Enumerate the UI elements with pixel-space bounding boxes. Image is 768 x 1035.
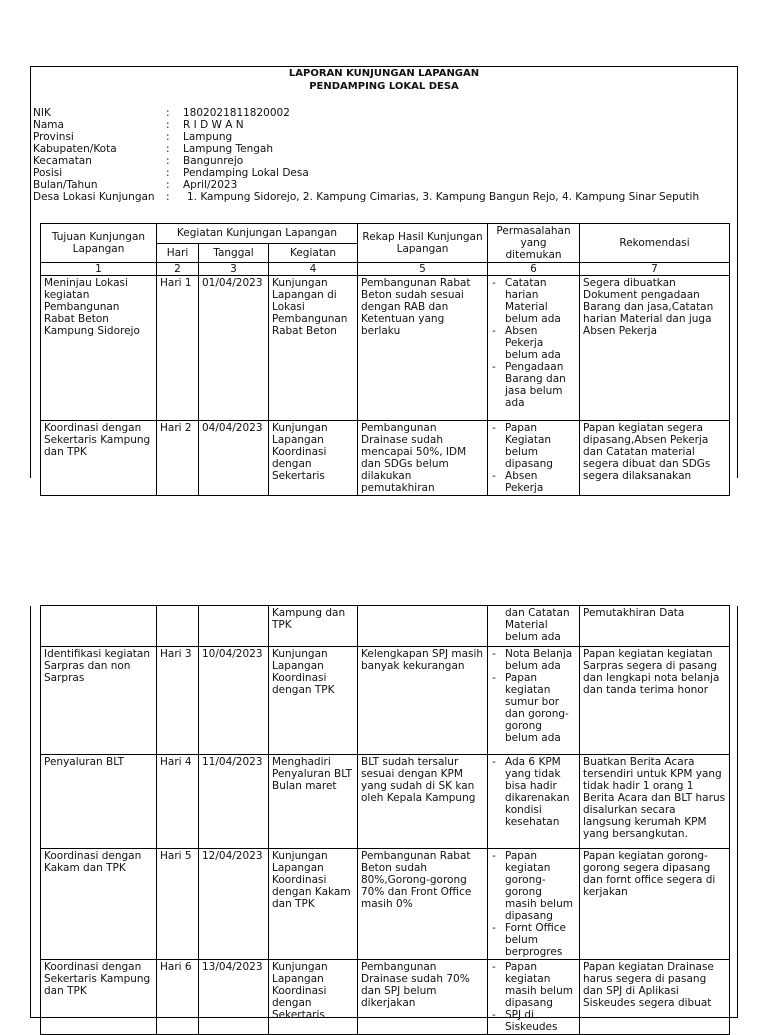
info-colon: : <box>166 167 170 179</box>
issue-item: - Absen Pekerja <box>491 470 576 494</box>
cell-rekomendasi: Papan kegiatan gorong-gorong segera dipasang dan fornt office segera di kerjakan <box>580 849 730 960</box>
header-kegiatan: Kegiatan <box>269 243 358 263</box>
cell-rekap: Pembangunan Drainase sudah 70% dan SPJ belum dikerjakan <box>358 960 488 1035</box>
cell-tujuan: Identifikasi kegiatan Sarpras dan non Sarpras <box>41 647 157 755</box>
cell-tujuan: Koordinasi dengan Sekertaris Kampung dan TPK <box>41 421 157 496</box>
column-number: 2 <box>157 263 199 276</box>
cell-tanggal: 13/04/2023 <box>199 960 269 1035</box>
issue-item: - Catatan harian Material belum ada <box>491 277 576 325</box>
cell-rekomendasi: Papan kegiatan segera dipasang,Absen Pekerja dan Catatan material segera dibuat dan SDGs segera dilaksanakan <box>580 421 730 496</box>
info-label: Kabupaten/Kota <box>33 143 117 155</box>
info-value: Lampung Tengah <box>183 143 273 155</box>
info-colon: : <box>166 191 170 203</box>
cell-permasalahan <box>488 960 580 1035</box>
header-rekomendasi: Rekomendasi <box>580 224 730 263</box>
cell-kegiatan: Kunjungan Lapangan Koordinasi dengan Kakam dan TPK <box>269 849 358 960</box>
column-number: 5 <box>358 263 488 276</box>
column-number: 3 <box>199 263 269 276</box>
cell-hari <box>157 606 199 647</box>
cell-kegiatan: Kunjungan Lapangan Koordinasi dengan TPK <box>269 647 358 755</box>
cell-kegiatan: Kunjungan Lapangan Koordinasi dengan Sekertaris <box>269 960 358 1035</box>
cell-tanggal: 10/04/2023 <box>199 647 269 755</box>
info-label: Nama <box>33 119 64 131</box>
info-value: April/2023 <box>183 179 238 191</box>
cell-kegiatan: Kunjungan Lapangan Koordinasi dengan Sekertaris <box>269 421 358 496</box>
cell-tanggal <box>199 606 269 647</box>
cell-tanggal: 04/04/2023 <box>199 421 269 496</box>
info-label: Posisi <box>33 167 63 179</box>
info-value: 1802021811820002 <box>183 107 290 119</box>
visit-table-page-2 <box>40 605 730 1035</box>
cell-tujuan: Penyaluran BLT <box>41 755 157 849</box>
column-number: 7 <box>580 263 730 276</box>
cell-tujuan: Koordinasi dengan Kakam dan TPK <box>41 849 157 960</box>
info-value: Bangunrejo <box>183 155 244 167</box>
table-row <box>41 606 730 647</box>
issue-item: - Absen Pekerja belum ada <box>491 325 576 361</box>
cell-tujuan: Koordinasi dengan Sekertaris Kampung dan TPK <box>41 960 157 1035</box>
cell-hari: Hari 4 <box>157 755 199 849</box>
cell-tujuan: Meninjau Lokasi kegiatan Pembangunan Rabat Beton Kampung Sidorejo <box>41 276 157 421</box>
info-label: NIK <box>33 107 51 119</box>
info-colon: : <box>166 143 170 155</box>
table-row <box>41 647 730 755</box>
cell-rekap: BLT sudah tersalur sesuai dengan KPM yang sudah di SK kan oleh Kepala Kampung <box>358 755 488 849</box>
cell-permasalahan <box>488 849 580 960</box>
report-page-1 <box>30 66 738 494</box>
cell-rekomendasi: Pemutakhiran Data <box>580 606 730 647</box>
cell-rekap <box>358 606 488 647</box>
info-value: R I D W A N <box>183 119 244 131</box>
issue-item: - Papan kegiatan masih belum dipasang <box>491 961 576 1009</box>
cell-rekap: Kelengkapan SPJ masih banyak kekurangan <box>358 647 488 755</box>
issue-item: - Ada 6 KPM yang tidak bisa hadir dikarenakan kondisi kesehatan <box>491 756 576 828</box>
cell-hari: Hari 3 <box>157 647 199 755</box>
header-rekap: Rekap Hasil Kunjungan Lapangan <box>358 224 488 263</box>
column-number: 4 <box>269 263 358 276</box>
info-label: Kecamatan <box>33 155 92 167</box>
cell-rekap: Pembangunan Rabat Beton sudah 80%,Gorong-gorong 70% dan Front Office masih 0% <box>358 849 488 960</box>
report-page-2 <box>30 606 738 1033</box>
info-colon: : <box>166 155 170 167</box>
cell-kegiatan: Kunjungan Lapangan di Lokasi Pembangunan Rabat Beton <box>269 276 358 421</box>
issue-item: - Papan kegiatan sumur bor dan gorong-gorong belum ada <box>491 672 576 744</box>
info-value: Lampung <box>183 131 233 143</box>
cell-permasalahan <box>488 647 580 755</box>
info-colon: : <box>166 131 170 143</box>
issue-item: - Papan Kegiatan belum dipasang <box>491 422 576 470</box>
cell-hari: Hari 5 <box>157 849 199 960</box>
cell-kegiatan: Menghadiri Penyaluran BLT Bulan maret <box>269 755 358 849</box>
header-kegiatan-group: Kegiatan Kunjungan Lapangan <box>157 224 358 244</box>
info-label: Desa Lokasi Kunjungan <box>33 191 155 203</box>
column-number: 1 <box>41 263 157 276</box>
table-row <box>41 276 730 421</box>
header-tanggal: Tanggal <box>199 243 269 263</box>
table-row <box>41 755 730 849</box>
cell-permasalahan <box>488 421 580 496</box>
info-colon: : <box>166 179 170 191</box>
header-permasalahan: Permasalahan yang ditemukan <box>488 224 580 263</box>
issue-item: - Nota Belanja belum ada <box>491 648 576 672</box>
issue-item: - SPJ di Siskeudes <box>491 1009 576 1033</box>
cell-permasalahan <box>488 755 580 849</box>
cell-permasalahan: dan Catatan Material belum ada <box>488 606 580 647</box>
cell-tanggal: 12/04/2023 <box>199 849 269 960</box>
info-value: 1. Kampung Sidorejo, 2. Kampung Cimarias, 3. Kampung Bangun Rejo, 4. Kampung Sinar Seputih <box>187 191 700 203</box>
column-number: 6 <box>488 263 580 276</box>
cell-rekap: Pembangunan Rabat Beton sudah sesuai dengan RAB dan Ketentuan yang berlaku <box>358 276 488 421</box>
cell-tanggal: 11/04/2023 <box>199 755 269 849</box>
cell-rekomendasi: Segera dibuatkan Dokument pengadaan Barang dan jasa,Catatan harian Material dan juga Absen Pekerja <box>580 276 730 421</box>
info-colon: : <box>166 107 170 119</box>
table-row <box>41 421 730 496</box>
cell-rekap: Pembangunan Drainase sudah mencapai 50%, IDM dan SDGs belum dilakukan pemutakhiran <box>358 421 488 496</box>
issue-item: - Papan kegiatan gorong-gorong masih belum dipasang <box>491 850 576 922</box>
cell-rekomendasi: Papan kegiatan kegiatan Sarpras segera di pasang dan lengkapi nota belanja dan tanda terima honor <box>580 647 730 755</box>
cell-hari: Hari 6 <box>157 960 199 1035</box>
info-label: Bulan/Tahun <box>33 179 98 191</box>
issue-item: - Fornt Office belum berprogres <box>491 922 576 958</box>
report-title-line2: PENDAMPING LOKAL DESA <box>309 81 459 92</box>
cell-permasalahan <box>488 276 580 421</box>
info-colon: : <box>166 119 170 131</box>
info-value: Pendamping Lokal Desa <box>183 167 309 179</box>
header-tujuan: Tujuan Kunjungan Lapangan <box>41 224 157 263</box>
column-number-row <box>41 263 730 276</box>
cell-tujuan <box>41 606 157 647</box>
cell-rekomendasi: Buatkan Berita Acara tersendiri untuk KPM yang tidak hadir 1 orang 1 Berita Acara dan BLT harus disalurkan secara langsung kerumah KPM yang bersangkutan. <box>580 755 730 849</box>
cell-tanggal: 01/04/2023 <box>199 276 269 421</box>
visit-table-page-1 <box>40 223 730 496</box>
info-label: Provinsi <box>33 131 74 143</box>
table-row <box>41 960 730 1035</box>
issue-item: - Pengadaan Barang dan jasa belum ada <box>491 361 576 409</box>
cell-kegiatan: Kampung dan TPK <box>269 606 358 647</box>
cell-hari: Hari 2 <box>157 421 199 496</box>
report-title-line1: LAPORAN KUNJUNGAN LAPANGAN <box>288 68 480 79</box>
table-row <box>41 849 730 960</box>
cell-rekomendasi: Papan kegiatan Drainase harus segera di pasang dan SPJ di Aplikasi Siskeudes segera dibuat <box>580 960 730 1035</box>
header-hari: Hari <box>157 243 199 263</box>
cell-hari: Hari 1 <box>157 276 199 421</box>
